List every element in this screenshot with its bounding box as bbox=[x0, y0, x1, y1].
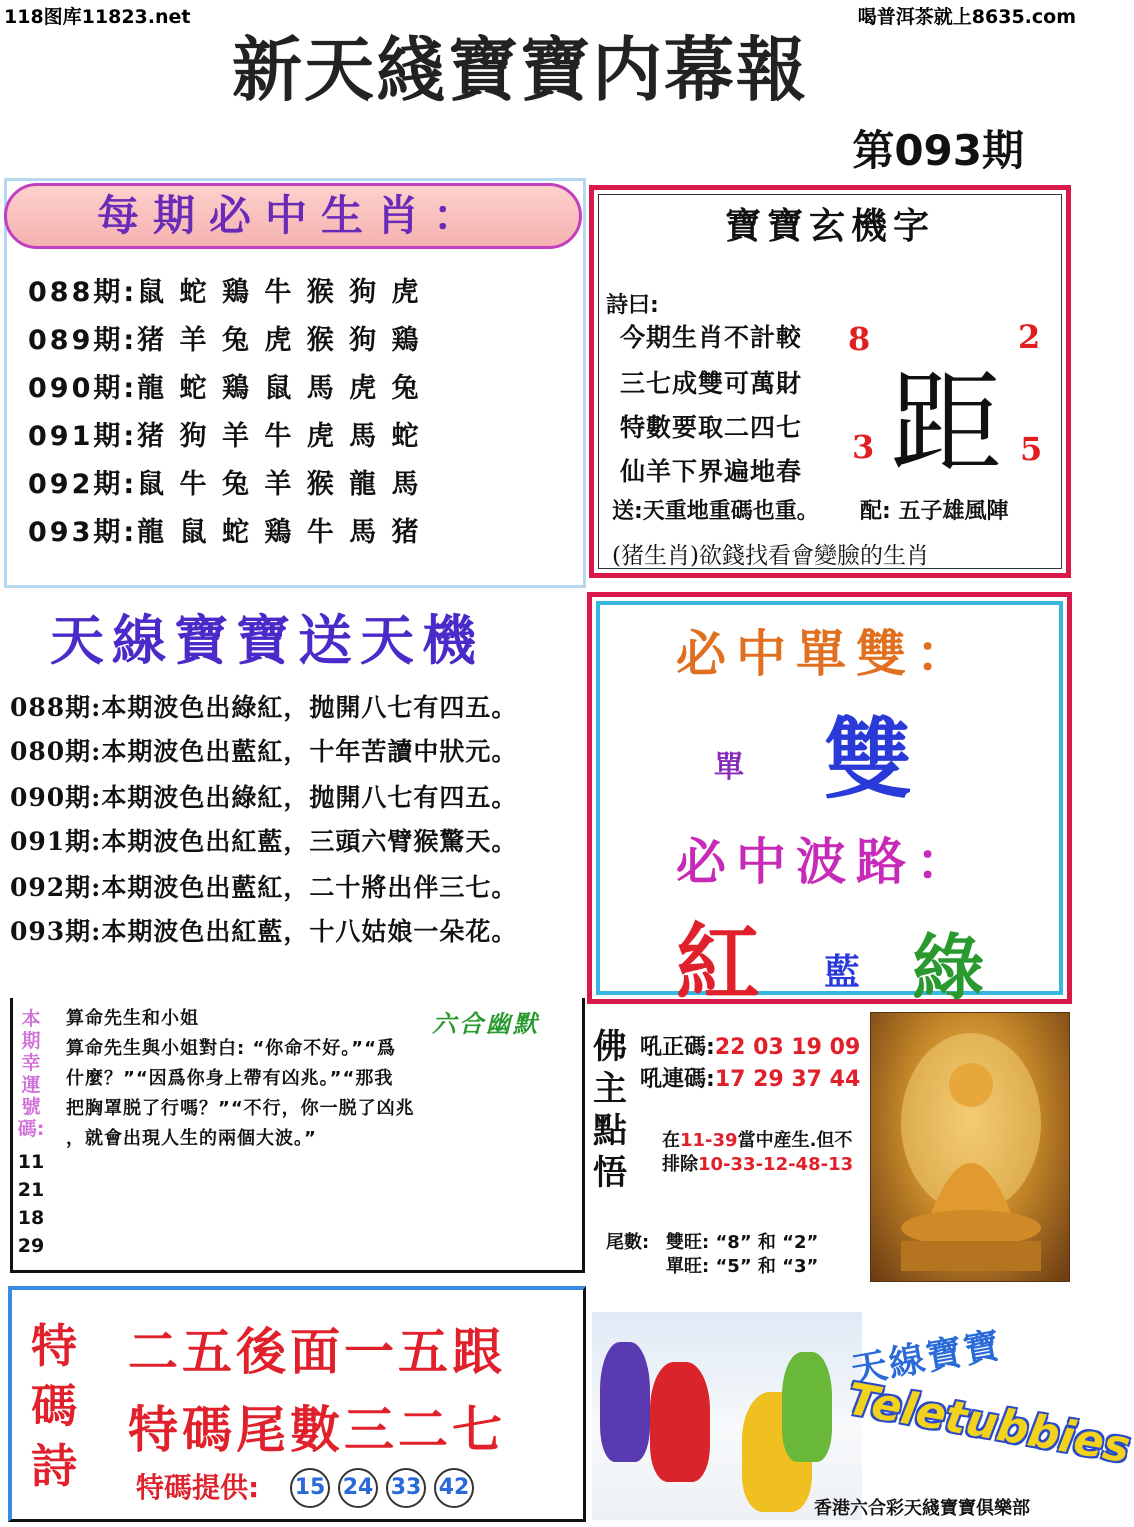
issue-number: 第093期 bbox=[852, 126, 1024, 175]
secret-note: (猪生肖)欲錢找看會變臉的生肖 bbox=[612, 543, 929, 569]
secret-character: 距 bbox=[890, 359, 1002, 489]
lian-row bbox=[640, 1062, 860, 1093]
poem-line: 特數要取二四七 bbox=[620, 413, 803, 442]
number-ball: 24 bbox=[338, 1468, 378, 1508]
range-prefix: 在 bbox=[662, 1130, 680, 1151]
color-red: 紅 bbox=[676, 913, 761, 1012]
site-right-link[interactable]: 喝普洱茶就上8635.com bbox=[857, 6, 1076, 28]
exclude-value: 10-33-12-48-13 bbox=[698, 1154, 854, 1175]
zodiac-title: 每期必中生肖： bbox=[4, 183, 582, 249]
secret-number: 5 bbox=[1020, 430, 1043, 468]
buddha-vertical-label: 佛主點悟 bbox=[593, 1027, 627, 1193]
buddha-image bbox=[870, 1012, 1070, 1282]
tail-single: 單旺: “5” 和 “3” bbox=[666, 1256, 819, 1277]
zheng-value: 22 03 19 09 bbox=[714, 1035, 861, 1060]
tianji-row: 092期:本期波色出藍紅，二十將出伴三七。 bbox=[10, 873, 518, 902]
zodiac-row: 092期:鼠 牛 兔 羊 猴 龍 馬 bbox=[28, 469, 422, 500]
number-ball: 15 bbox=[290, 1468, 330, 1508]
number-ball: 42 bbox=[434, 1468, 474, 1508]
lian-label: 吼連碼: bbox=[640, 1067, 715, 1092]
range-row bbox=[662, 1126, 852, 1152]
poem-label: 詩曰: bbox=[606, 293, 659, 318]
poem-vertical-label: 特碼詩 bbox=[31, 1319, 77, 1493]
secret-title: 寶寶玄機字 bbox=[724, 205, 935, 247]
tail-label: 尾數: bbox=[606, 1232, 650, 1253]
poem-line: 二五後面一五跟 bbox=[128, 1322, 506, 1381]
joke-line: 什麼？”“因爲你身上帶有凶兆。”“那我 bbox=[66, 1068, 394, 1089]
tianji-row: 093期:本期波色出紅藍，十八姑娘一朵花。 bbox=[10, 917, 518, 946]
secret-number: 3 bbox=[852, 428, 875, 466]
tianji-row: 080期:本期波色出藍紅，十年苦讀中狀元。 bbox=[10, 737, 518, 766]
zodiac-row: 093期:龍 鼠 蛇 鶏 牛 馬 猪 bbox=[28, 517, 422, 548]
pair-text: 配: 五子雄風陣 bbox=[860, 499, 1009, 524]
joke-title: 算命先生和小姐 bbox=[66, 1008, 199, 1029]
zodiac-row: 089期:猪 羊 兔 虎 猴 狗 鶏 bbox=[28, 325, 422, 356]
poem-line: 今期生肖不計較 bbox=[620, 323, 803, 352]
tianji-row: 091期:本期波色出紅藍，三頭六臂猴驚天。 bbox=[10, 827, 518, 856]
tianji-title: 天線寶寶送天機 bbox=[50, 608, 484, 672]
joke-line: ，就會出現人生的兩個大波。” bbox=[66, 1128, 317, 1149]
zheng-row bbox=[640, 1030, 860, 1061]
zodiac-row: 088期:鼠 蛇 鶏 牛 猴 狗 虎 bbox=[28, 277, 422, 308]
lucky-numbers: 11 21 18 29 bbox=[17, 1151, 45, 1257]
poem-line: 三七成雙可萬財 bbox=[620, 369, 803, 398]
range-value: 11-39 bbox=[680, 1130, 738, 1151]
joke-line: 算命先生與小姐對白: “你命不好。”“爲 bbox=[66, 1038, 396, 1059]
page-title: 新天綫寶寶内幕報 bbox=[232, 28, 808, 111]
range-suffix: 當中産生.但不 bbox=[737, 1130, 853, 1151]
zodiac-row: 090期:龍 蛇 鶏 鼠 馬 虎 兔 bbox=[28, 373, 422, 404]
tianji-row: 088期:本期波色出綠紅，抛開八七有四五。 bbox=[10, 693, 518, 722]
secret-number: 2 bbox=[1018, 318, 1041, 356]
teletubbies-logo: Teletubbies bbox=[843, 1373, 1134, 1474]
give-label: 特碼提供: bbox=[136, 1471, 260, 1504]
zodiac-row: 091期:猪 狗 羊 牛 虎 馬 蛇 bbox=[28, 421, 422, 452]
secret-number: 8 bbox=[848, 320, 871, 358]
teletubbies-image bbox=[592, 1312, 862, 1520]
exclude-row bbox=[662, 1150, 853, 1176]
humor-tag: 六合幽默 bbox=[432, 1010, 540, 1038]
lucky-label: 本期幸運號碼: bbox=[17, 1008, 45, 1140]
zheng-label: 吼正碼: bbox=[640, 1035, 715, 1060]
color-green: 綠 bbox=[912, 925, 985, 1010]
joke-line: 把胸罩脱了行嗎？”“不行，你一脱了凶兆 bbox=[66, 1098, 415, 1119]
wave-title: 必中波路： bbox=[676, 832, 976, 891]
club-name: 香港六合彩天綫寶寶俱樂部 bbox=[814, 1498, 1030, 1519]
poem-line: 特碼尾數三二七 bbox=[128, 1400, 506, 1459]
exclude-prefix: 排除 bbox=[662, 1154, 698, 1175]
send-text: 送:天重地重碼也重。 bbox=[612, 499, 819, 524]
lian-value: 17 29 37 44 bbox=[714, 1067, 861, 1092]
poem-line: 仙羊下界遍地春 bbox=[620, 457, 803, 486]
double-label: 雙 bbox=[824, 707, 913, 811]
color-blue: 藍 bbox=[824, 951, 861, 993]
single-label: 單 bbox=[714, 750, 744, 785]
tail-double: 雙旺: “8” 和 “2” bbox=[666, 1232, 819, 1253]
tianji-row: 090期:本期波色出綠紅，抛開八七有四五。 bbox=[10, 783, 518, 812]
single-double-title: 必中單雙： bbox=[676, 624, 976, 683]
teletubbies-title: 天線寶寶 bbox=[847, 1324, 1005, 1392]
site-left-link[interactable]: 118图库11823.net bbox=[4, 6, 191, 28]
number-ball: 33 bbox=[386, 1468, 426, 1508]
